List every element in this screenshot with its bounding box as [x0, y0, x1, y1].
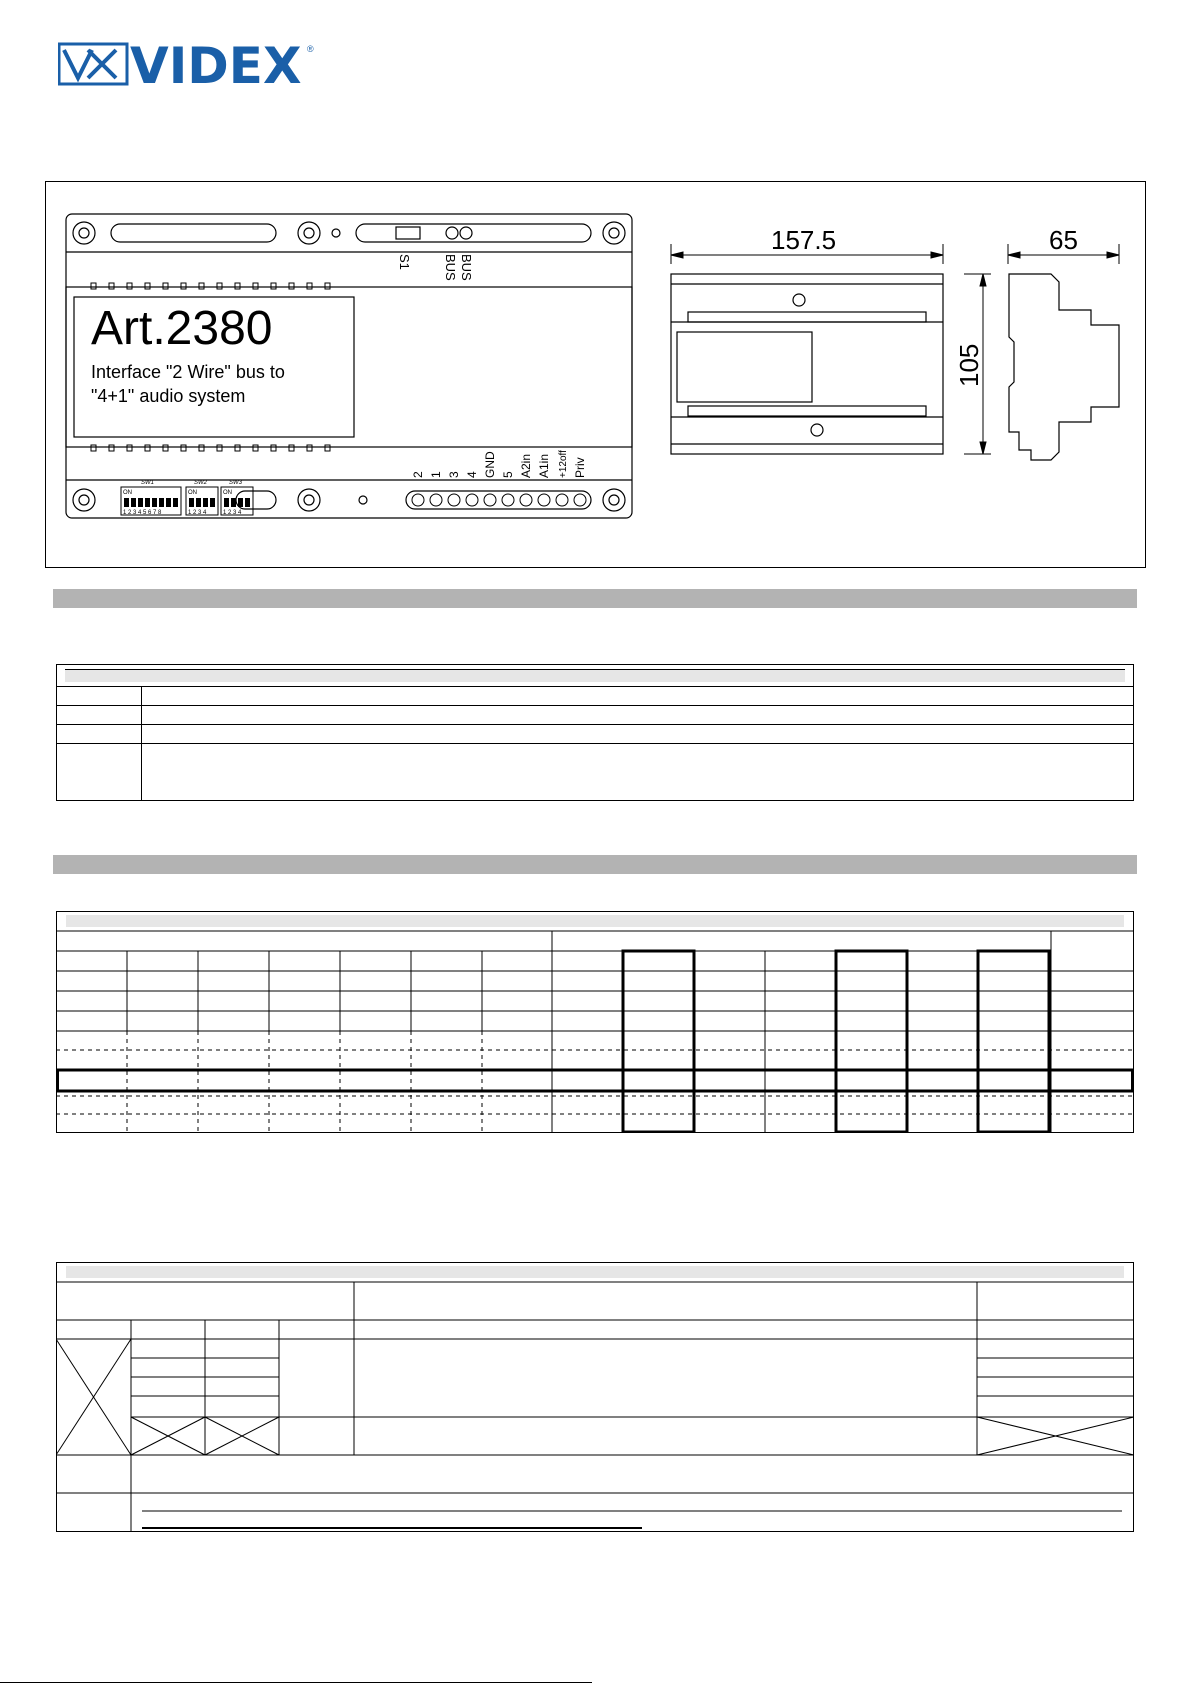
footer-rule	[0, 1682, 592, 1683]
table-1	[56, 664, 1134, 801]
sw3-numbers: 1 2 3 4	[223, 510, 242, 516]
terminal-label-4: 4	[465, 471, 479, 478]
width-dimension: 157.5	[771, 225, 837, 255]
terminal-label-12off: +12off	[558, 450, 569, 478]
label-bus-2: BUS	[459, 254, 474, 281]
registered-mark: ®	[307, 44, 314, 54]
depth-dimension: 65	[1049, 225, 1078, 255]
description-line-1: Interface "2 Wire" bus to	[91, 362, 285, 382]
sw2-numbers: 1 2 3 4	[188, 510, 207, 516]
dip-switches	[121, 480, 253, 516]
terminal-label-gnd: GND	[483, 451, 497, 478]
label-s1: S1	[397, 254, 412, 270]
label-bus-1: BUS	[443, 254, 458, 281]
terminal-label-a2in: A2in	[519, 453, 533, 478]
section-bar-1	[53, 589, 1137, 608]
description-line-2: "4+1" audio system	[91, 386, 246, 406]
terminal-label-priv: Priv	[573, 457, 587, 478]
terminal-label-2: 2	[411, 471, 425, 478]
section-bar-2	[53, 855, 1137, 874]
height-dimension: 105	[954, 343, 984, 387]
sw1-numbers: 1 2 3 4 5 6 7 8	[123, 510, 162, 516]
switch-label-sw2: SW2	[194, 480, 208, 486]
table-2	[56, 911, 1134, 1133]
side-profile	[1009, 274, 1119, 460]
sw3-on: ON	[223, 490, 232, 496]
terminal-label-5: 5	[501, 471, 515, 478]
table-1-header	[65, 669, 1125, 682]
technical-drawing-frame	[45, 181, 1146, 568]
brand-name: VIDEX	[130, 40, 302, 90]
switch-label-sw3: SW3	[229, 480, 243, 486]
videx-logo	[58, 40, 318, 90]
sw2-on: ON	[188, 490, 197, 496]
terminal-label-1: 1	[429, 471, 443, 478]
terminal-label-3: 3	[447, 471, 461, 478]
technical-drawing	[46, 182, 1147, 569]
sw1-on: ON	[123, 490, 132, 496]
switch-label-sw1: SW1	[141, 480, 155, 486]
article-number: Art.2380	[91, 302, 273, 355]
terminal-label-a1in: A1in	[537, 453, 551, 478]
table-3	[56, 1262, 1134, 1532]
